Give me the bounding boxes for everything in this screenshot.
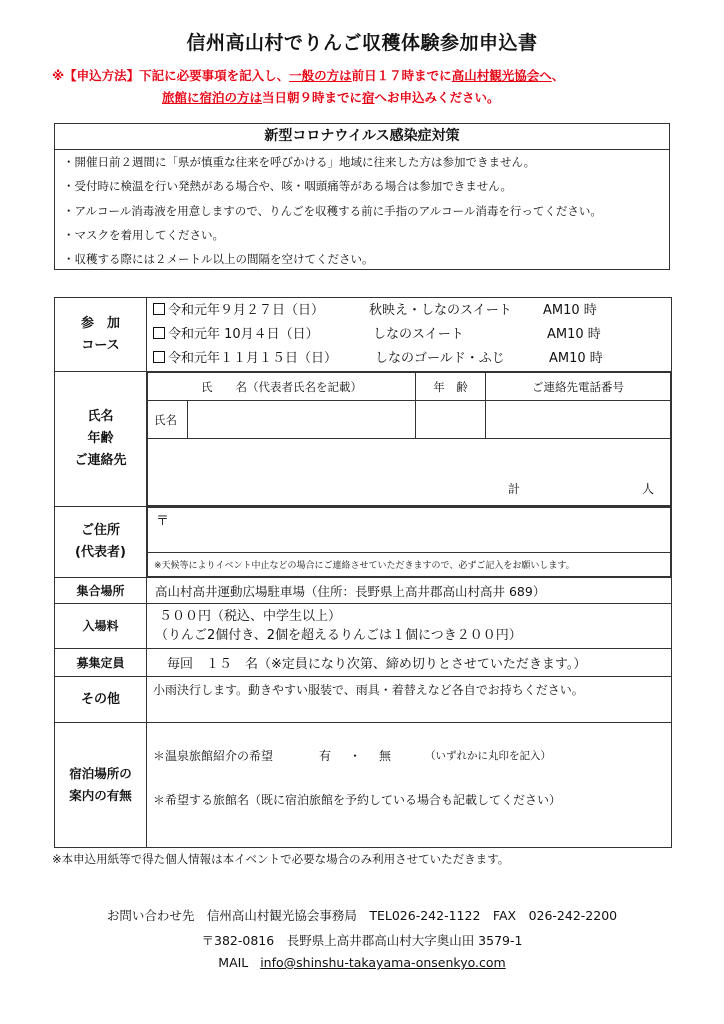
course-time: AM10 時 bbox=[547, 326, 601, 342]
course-option[interactable] bbox=[147, 299, 671, 323]
lodging-area bbox=[147, 723, 672, 848]
course-label-line: コース bbox=[81, 337, 120, 353]
fee-line: ５００円（税込、中学生以上） bbox=[159, 609, 342, 624]
address-label-line: (代表者) bbox=[75, 545, 126, 560]
contact-line2: 〒382-0816 長野県上高井郡高山村大字奥山田 3579-1 bbox=[201, 933, 523, 948]
participants-label-line: ご連絡先 bbox=[74, 453, 127, 468]
address-input[interactable] bbox=[148, 508, 671, 553]
course-options bbox=[147, 298, 672, 372]
course-variety: しなのスイート bbox=[373, 326, 464, 342]
capacity-value: 毎回 １５ 名（※定員になり次第、締め切りとさせていただきます。） bbox=[147, 649, 672, 677]
age-input[interactable] bbox=[416, 401, 486, 439]
total-unit: 人 bbox=[641, 482, 654, 496]
preferred-ryokan-question[interactable]: ＊希望する旅館名（既に宿泊旅館を予約している場合も記載してください） bbox=[153, 793, 562, 807]
address-label bbox=[55, 507, 147, 578]
checkbox[interactable] bbox=[153, 303, 165, 315]
participants-area bbox=[147, 372, 672, 507]
meeting-place-label: 集合場所 bbox=[55, 578, 147, 604]
other-label: その他 bbox=[55, 677, 147, 723]
corona-item: ・開催日前２週間に「県が慎重な往来を呼びかける」地域に往来した方は参加できません。 bbox=[63, 155, 536, 169]
contact-mail bbox=[0, 955, 724, 970]
notice-text: ※【申込方法】下記に必要事項を記入し、 bbox=[52, 68, 290, 83]
course-variety: しなのゴールド・ふじ bbox=[375, 350, 505, 366]
checkbox[interactable] bbox=[153, 351, 165, 363]
lodging-no-option[interactable]: 無 bbox=[379, 749, 392, 763]
page-title: 信州高山村でりんご収穫体験参加申込書 bbox=[186, 32, 538, 54]
name-input[interactable] bbox=[188, 401, 416, 439]
lodging-yes-option[interactable]: 有 bbox=[319, 749, 332, 763]
participants-label-line: 氏名 bbox=[87, 409, 114, 424]
address-area bbox=[147, 507, 672, 578]
lodging-q1-note: （いずれかに丸印を記入） bbox=[425, 750, 551, 762]
course-option[interactable] bbox=[147, 347, 671, 371]
notice-underline: 一般の方は bbox=[289, 68, 352, 83]
lodging-dot: ・ bbox=[349, 749, 362, 763]
name-row-label: 氏名 bbox=[148, 401, 188, 439]
checkbox[interactable] bbox=[153, 327, 165, 339]
corona-item: ・マスクを着用してください。 bbox=[63, 227, 224, 242]
onsen-introduction-question bbox=[153, 747, 273, 764]
notice-underline: 高山村観光協会へ bbox=[451, 68, 552, 83]
phone-input[interactable] bbox=[486, 401, 671, 439]
col-header-phone: ご連絡先電話番号 bbox=[486, 373, 671, 401]
corona-item: ・収穫する際には２メートル以上の間隔を空けてください。 bbox=[63, 252, 374, 267]
other-value: 小雨決行します。動きやすい服装で、雨具・着替えなど各自でお持ちください。 bbox=[147, 677, 672, 723]
application-method-line2 bbox=[162, 88, 500, 106]
lodging-label-line: 案内の有無 bbox=[69, 788, 132, 803]
lodging-label bbox=[55, 723, 147, 848]
mail-label: MAIL bbox=[218, 955, 249, 970]
total-label: 計 bbox=[507, 482, 520, 496]
col-header-age: 年 齢 bbox=[416, 373, 486, 401]
fee-label: 入場料 bbox=[55, 604, 147, 649]
course-date: 令和元年１１月１５日（日） bbox=[168, 350, 338, 366]
fee-line: （りんご2個付き、2個を超えるりんごは１個につき２００円） bbox=[155, 628, 522, 643]
col-header-name: 氏 名（代表者氏名を記載） bbox=[148, 373, 416, 401]
course-option[interactable] bbox=[147, 323, 671, 347]
application-method-line1 bbox=[52, 66, 564, 84]
corona-measures-box bbox=[54, 123, 670, 270]
mail-link[interactable]: info@shinshu-takayama-onsenkyo.com bbox=[260, 955, 506, 970]
notice-underline: 旅館に宿泊の方は bbox=[162, 90, 263, 105]
notice-text: 当日朝９時までに bbox=[262, 90, 363, 105]
address-note: ※天候等によりイベント中止などの場合にご連絡させていただきますので、必ずご記入をお願いします。 bbox=[148, 553, 671, 577]
notice-text: 前日１７時までに bbox=[351, 68, 452, 83]
application-form bbox=[54, 297, 672, 848]
course-time: AM10 時 bbox=[543, 302, 597, 318]
corona-item: ・アルコール消毒液を用意しますので、りんごを収穫する前に手指のアルコール消毒を行ってください。 bbox=[63, 203, 602, 218]
participants-label-line: 年齢 bbox=[87, 431, 114, 446]
course-label-line: 参 加 bbox=[80, 315, 120, 331]
notice-text: へお申込みください。 bbox=[374, 90, 500, 105]
participants-label bbox=[55, 372, 147, 507]
course-variety: 秋映え・しなのスイート bbox=[369, 302, 512, 318]
course-label bbox=[55, 298, 147, 372]
notice-text: 、 bbox=[551, 68, 565, 83]
participants-total-area[interactable] bbox=[148, 439, 671, 506]
capacity-label: 募集定員 bbox=[55, 649, 147, 677]
course-time: AM10 時 bbox=[549, 350, 603, 366]
course-date: 令和元年９月２７日（日） bbox=[168, 302, 325, 318]
contact-line1: お問い合わせ先 信州高山村観光協会事務局 TEL026-242-1122 FAX 026-242-2200 bbox=[106, 908, 618, 923]
postal-mark: 〒 bbox=[156, 514, 170, 529]
privacy-note: ※本申込用紙等で得た個人情報は本イベントで必要な場合のみ利用させていただきます。 bbox=[52, 852, 510, 866]
meeting-place-value: 高山村高井運動広場駐車場（住所：長野県上高井郡高山村高井 689） bbox=[147, 578, 672, 604]
notice-underline: 宿 bbox=[362, 90, 375, 105]
fee-value bbox=[147, 604, 672, 649]
lodging-q1-text: ＊温泉旅館紹介の希望 bbox=[153, 749, 274, 763]
lodging-label-line: 宿泊場所の bbox=[69, 766, 132, 781]
corona-measures-title: 新型コロナウイルス感染症対策 bbox=[55, 124, 669, 150]
address-label-line: ご住所 bbox=[80, 523, 120, 538]
course-date: 令和元年 10月４日（日） bbox=[168, 326, 319, 342]
corona-item: ・受付時に検温を行い発熱がある場合や、咳・咽頭痛等がある場合は参加できません。 bbox=[63, 179, 512, 194]
